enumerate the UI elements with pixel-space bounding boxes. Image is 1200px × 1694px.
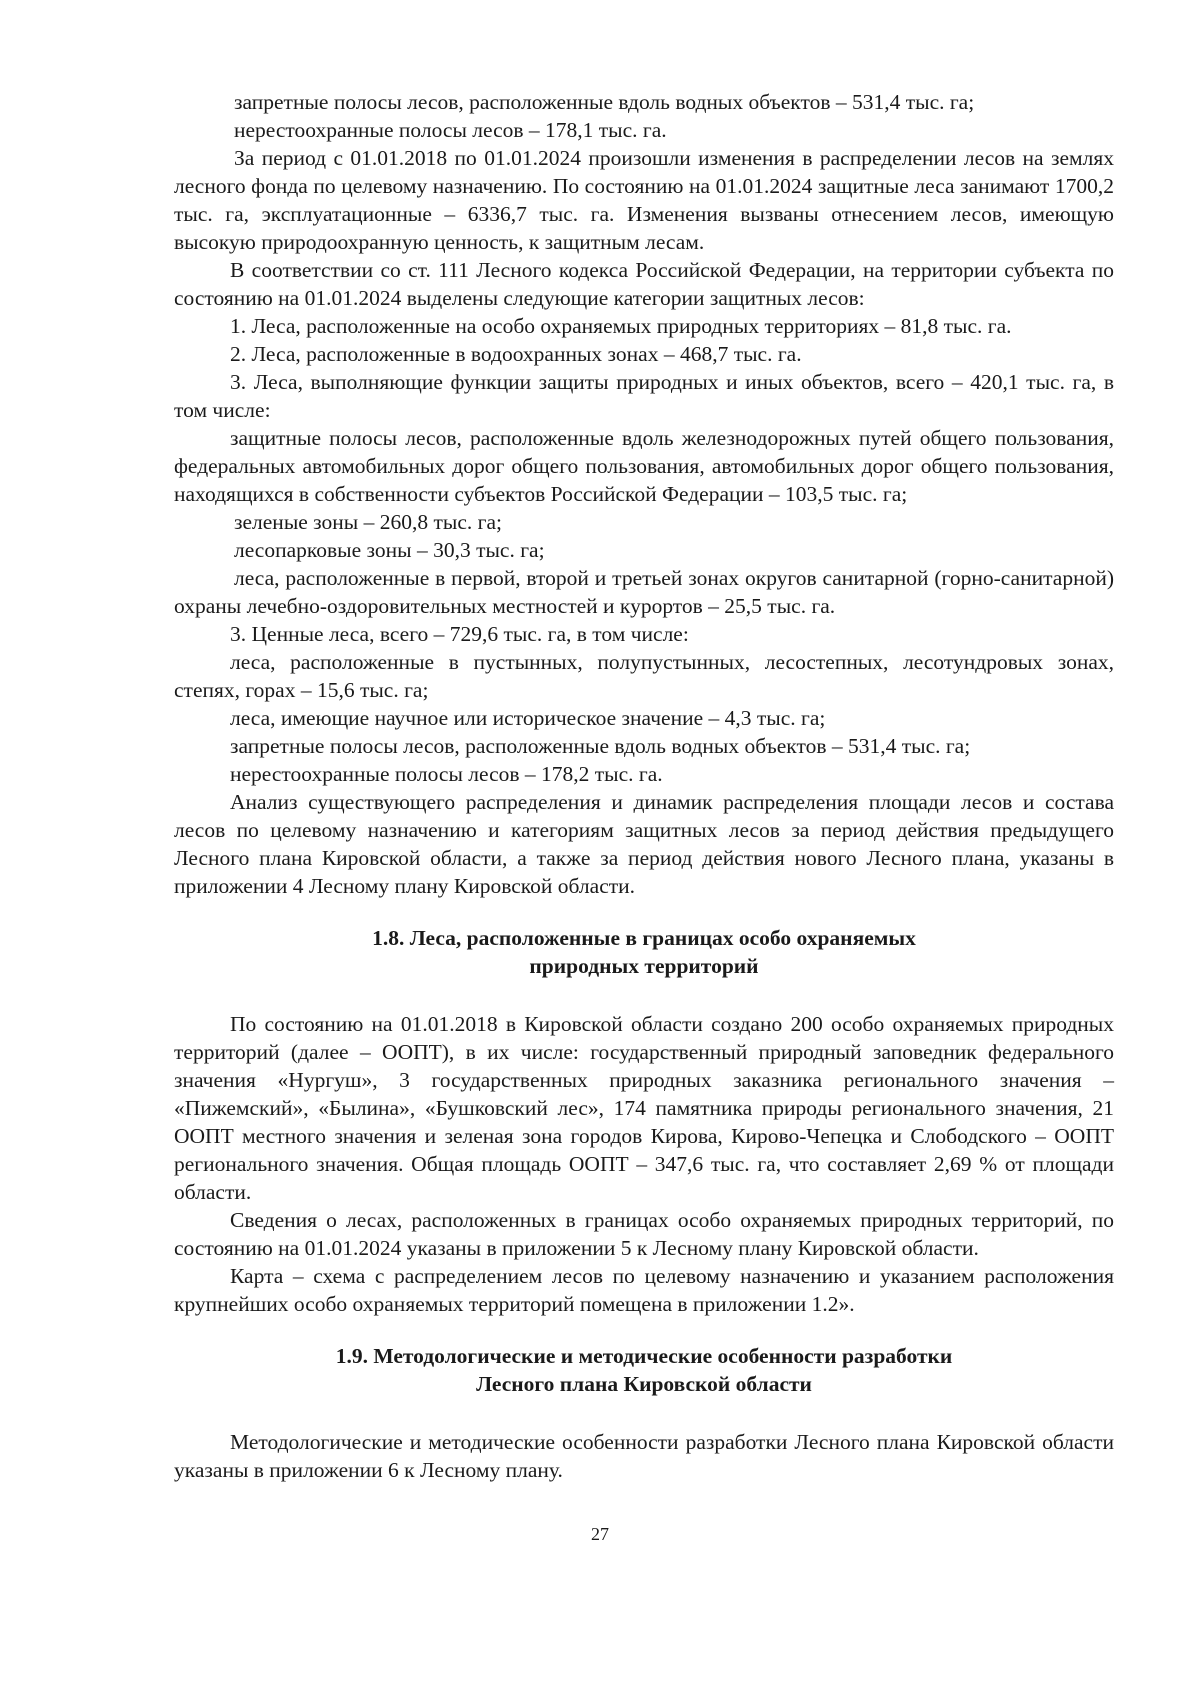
paragraph: леса, имеющие научное или историческое значение – 4,3 тыс. га; (230, 706, 826, 730)
paragraph: В соответствии со ст. 111 Лесного кодекса Российской Федерации, на территории субъекта по состоянию на 01.01.2024 выделены следующие категории защитных лесов: (174, 258, 1114, 310)
section-title-line: природных территорий (529, 954, 759, 978)
list-item: 3. Ценные леса, всего – 729,6 тыс. га, в том числе: (230, 622, 689, 646)
page-body (174, 88, 1114, 1484)
paragraph: Сведения о лесах, расположенных в границах особо охраняемых природных территорий, по состоянию на 01.01.2024 указаны в приложении 5 к Лесному плану Кировской области. (174, 1208, 1114, 1260)
paragraph: нерестоохранные полосы лесов – 178,2 тыс. га. (230, 762, 663, 786)
paragraph: нерестоохранные полосы лесов – 178,1 тыс. га. (234, 118, 667, 142)
list-item: 2. Леса, расположенные в водоохранных зонах – 468,7 тыс. га. (230, 342, 802, 366)
section-title-line: 1.8. Леса, расположенные в границах особо охраняемых (372, 926, 916, 950)
paragraph: Анализ существующего распределения и динамик распределения площади лесов и состава лесов по целевому назначению и категориям защитных лесов за период действия предыдущего Лесного плана Кировской области, а также за период действия нового Лесного плана, указаны в приложении 4 Лесному плану Кировской области. (174, 790, 1114, 898)
paragraph: защитные полосы лесов, расположенные вдоль железнодорожных путей общего пользования, федеральных автомобильных дорог общего пользования, автомобильных дорог общего пользования, находящихся в собственности субъектов Российской Федерации – 103,5 тыс. га; (174, 426, 1114, 506)
page-number: 27 (591, 1524, 609, 1544)
section-title-line: 1.9. Методологические и методические особенности разработки (335, 1344, 953, 1368)
paragraph: За период с 01.01.2018 по 01.01.2024 произошли изменения в распределении лесов на землях лесного фонда по целевому назначению. По состоянию на 01.01.2024 защитные леса занимают 1700,2 тыс. га, эксплуатационные – 6336,7 тыс. га. Изменения вызваны отнесением лесов, имеющую высокую природоохранную ценность, к защитным лесам. (174, 146, 1114, 254)
section-heading-1-8 (174, 924, 1114, 980)
list-item: 1. Леса, расположенные на особо охраняемых природных территориях – 81,8 тыс. га. (230, 314, 1012, 338)
section-title-line: Лесного плана Кировской области (476, 1372, 812, 1396)
section-heading-1-9 (174, 1342, 1114, 1398)
paragraph: лесопарковые зоны – 30,3 тыс. га; (234, 538, 545, 562)
paragraph: запретные полосы лесов, расположенные вдоль водных объектов – 531,4 тыс. га; (234, 90, 975, 114)
paragraph: Карта – схема с распределением лесов по целевому назначению и указанием расположения крупнейших особо охраняемых территорий помещена в приложении 1.2». (174, 1264, 1114, 1316)
paragraph: леса, расположенные в первой, второй и третьей зонах округов санитарной (горно-санитарной) охраны лечебно-оздоровительных местностей и курортов – 25,5 тыс. га. (174, 566, 1114, 618)
paragraph: леса, расположенные в пустынных, полупустынных, лесостепных, лесотундровых зонах, степях, горах – 15,6 тыс. га; (174, 650, 1114, 702)
paragraph: Методологические и методические особенности разработки Лесного плана Кировской области указаны в приложении 6 к Лесному плану. (174, 1430, 1114, 1482)
paragraph: запретные полосы лесов, расположенные вдоль водных объектов – 531,4 тыс. га; (230, 734, 971, 758)
paragraph: зеленые зоны – 260,8 тыс. га; (234, 510, 502, 534)
list-item: 3. Леса, выполняющие функции защиты природных и иных объектов, всего – 420,1 тыс. га, в том числе: (174, 370, 1114, 422)
paragraph: По состоянию на 01.01.2018 в Кировской области создано 200 особо охраняемых природных территорий (далее – ООПТ), в их числе: государственный природный заповедник федерального значения «Нургуш», 3 государственных природных заказника регионального значения – «Пижемский», «Былина», «Бушковский лес», 174 памятника природы регионального значения, 21 ООПТ местного значения и зеленая зона городов Кирова, Кирово-Чепецка и Слободского – ООПТ регионального значения. Общая площадь ООПТ – 347,6 тыс. га, что составляет 2,69 % от площади области. (174, 1012, 1114, 1204)
